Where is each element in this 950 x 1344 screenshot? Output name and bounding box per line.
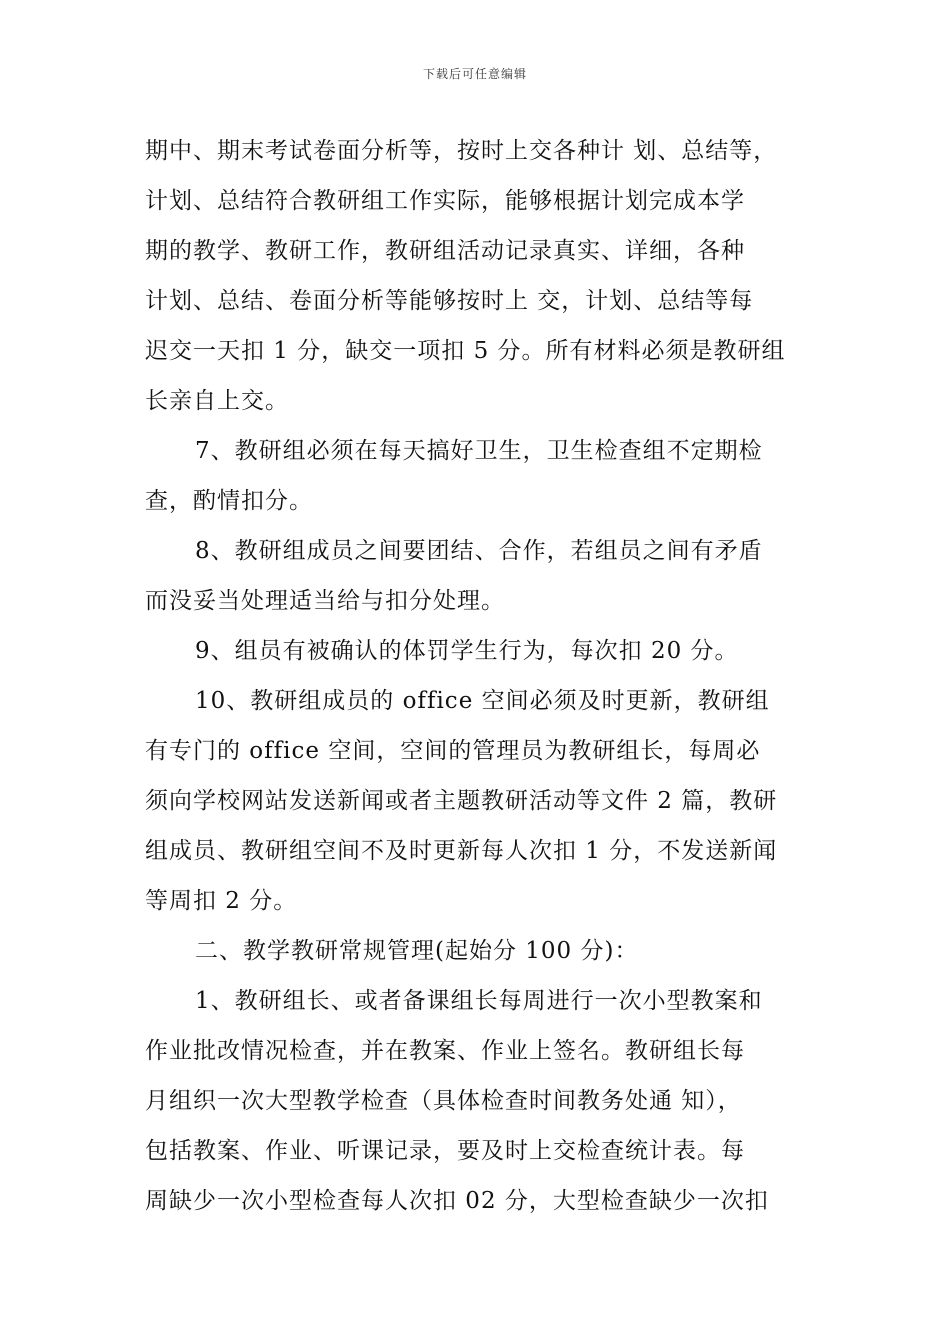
text-line: 而没妥当处理适当给与扣分处理。 [145, 588, 505, 614]
paragraph-start-line: 7、教研组必须在每天搞好卫生，卫生检查组不定期检 [195, 438, 763, 464]
paragraph-start-line: 9、组员有被确认的体罚学生行为，每次扣 20 分。 [195, 638, 739, 664]
document-body [145, 126, 815, 1226]
text-line: 月组织一次大型教学检查（具体检查时间教务处通 知）， [145, 1088, 742, 1114]
text-line: 计划、总结符合教研组工作实际，能够根据计划完成本学 [145, 188, 745, 214]
text-line: 期中、期末考试卷面分析等，按时上交各种计 划、总结等， [145, 138, 778, 164]
text-line: 有专门的 office 空间，空间的管理员为教研组长，每周必 [145, 738, 761, 764]
paragraph-start-line: 10、教研组成员的 office 空间必须及时更新，教研组 [195, 688, 770, 714]
paragraph-start-line: 1、教研组长、或者备课组长每周进行一次小型教案和 [195, 988, 763, 1014]
text-line: 迟交一天扣 1 分，缺交一项扣 5 分。所有材料必须是教研组 [145, 338, 786, 364]
text-line: 长亲自上交。 [145, 388, 289, 414]
text-line: 计划、总结、卷面分析等能够按时上 交，计划、总结等每 [145, 288, 754, 314]
text-line: 组成员、教研组空间不及时更新每人次扣 1 分，不发送新闻 [145, 838, 778, 864]
text-line: 作业批改情况检查，并在教案、作业上签名。教研组长每 [145, 1038, 745, 1064]
text-line: 周缺少一次小型检查每人次扣 02 分，大型检查缺少一次扣 [145, 1188, 769, 1214]
text-line: 包括教案、作业、听课记录，要及时上交检查统计表。每 [145, 1138, 745, 1164]
text-line: 等周扣 2 分。 [145, 888, 298, 914]
paragraph-start-line: 8、教研组成员之间要团结、合作，若组员之间有矛盾 [195, 538, 763, 564]
text-line: 须向学校网站发送新闻或者主题教研活动等文件 2 篇，教研 [145, 788, 778, 814]
section-heading: 二、教学教研常规管理(起始分 100 分)： [195, 938, 639, 964]
page-header: 下载后可任意编辑 [422, 67, 527, 81]
text-line: 期的教学、教研工作，教研组活动记录真实、详细，各种 [145, 238, 745, 264]
text-line: 查，酌情扣分。 [145, 488, 313, 514]
